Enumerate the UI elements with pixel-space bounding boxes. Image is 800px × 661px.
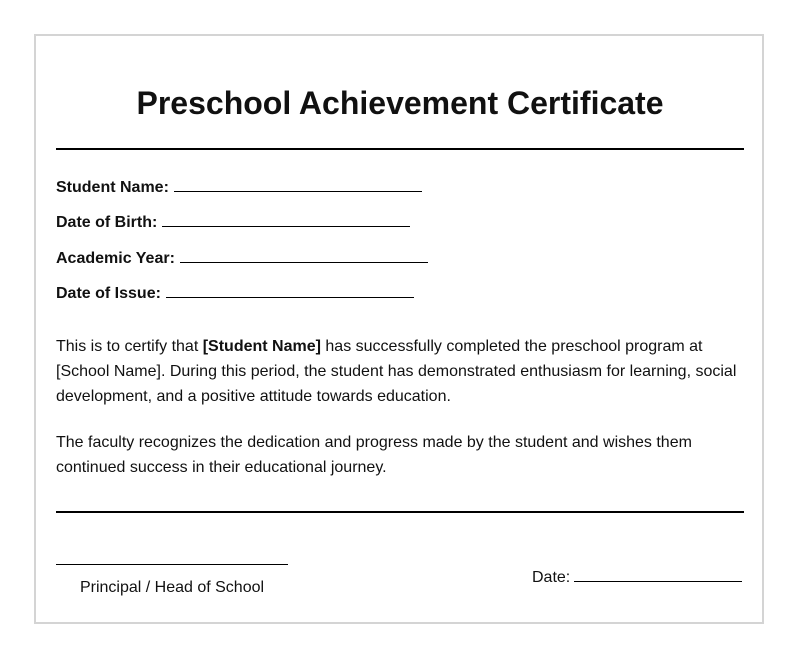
para1-suffix: has successfully completed the preschool program at [School Name]. During this period, the student has demonstrated enthusiasm for learning, social development, and a positive attitude towards education. <box>56 338 737 405</box>
certificate-frame <box>34 34 764 624</box>
recognition-paragraph: The faculty recognizes the dedication and progress made by the student and wishes them continued success in their educational journey. <box>56 434 692 476</box>
academic-year-label: Academic Year: <box>56 250 175 267</box>
top-divider <box>56 148 744 150</box>
para1-prefix: This is to certify that <box>56 338 203 355</box>
signature-label: Principal / Head of School <box>79 579 265 596</box>
student-name-field <box>56 175 422 198</box>
date-of-birth-label: Date of Birth: <box>56 214 158 231</box>
student-name-label: Student Name: <box>56 179 169 196</box>
certification-paragraph <box>56 334 752 409</box>
bottom-divider <box>56 511 744 513</box>
date-of-birth-field <box>56 210 410 233</box>
date-of-issue-label: Date of Issue: <box>56 285 161 302</box>
student-name-blank[interactable] <box>174 175 422 192</box>
student-name-placeholder: [Student Name] <box>202 338 321 355</box>
signature-line[interactable] <box>56 564 288 565</box>
academic-year-blank[interactable] <box>180 246 428 263</box>
date-of-birth-blank[interactable] <box>162 210 410 227</box>
certificate-title: Preschool Achievement Certificate <box>136 85 664 121</box>
signature-date-blank[interactable] <box>574 565 742 582</box>
signature-date-field <box>532 565 742 588</box>
date-of-issue-blank[interactable] <box>166 281 414 298</box>
academic-year-field <box>56 246 428 269</box>
date-of-issue-field <box>56 281 414 304</box>
signature-date-label: Date: <box>532 569 571 586</box>
